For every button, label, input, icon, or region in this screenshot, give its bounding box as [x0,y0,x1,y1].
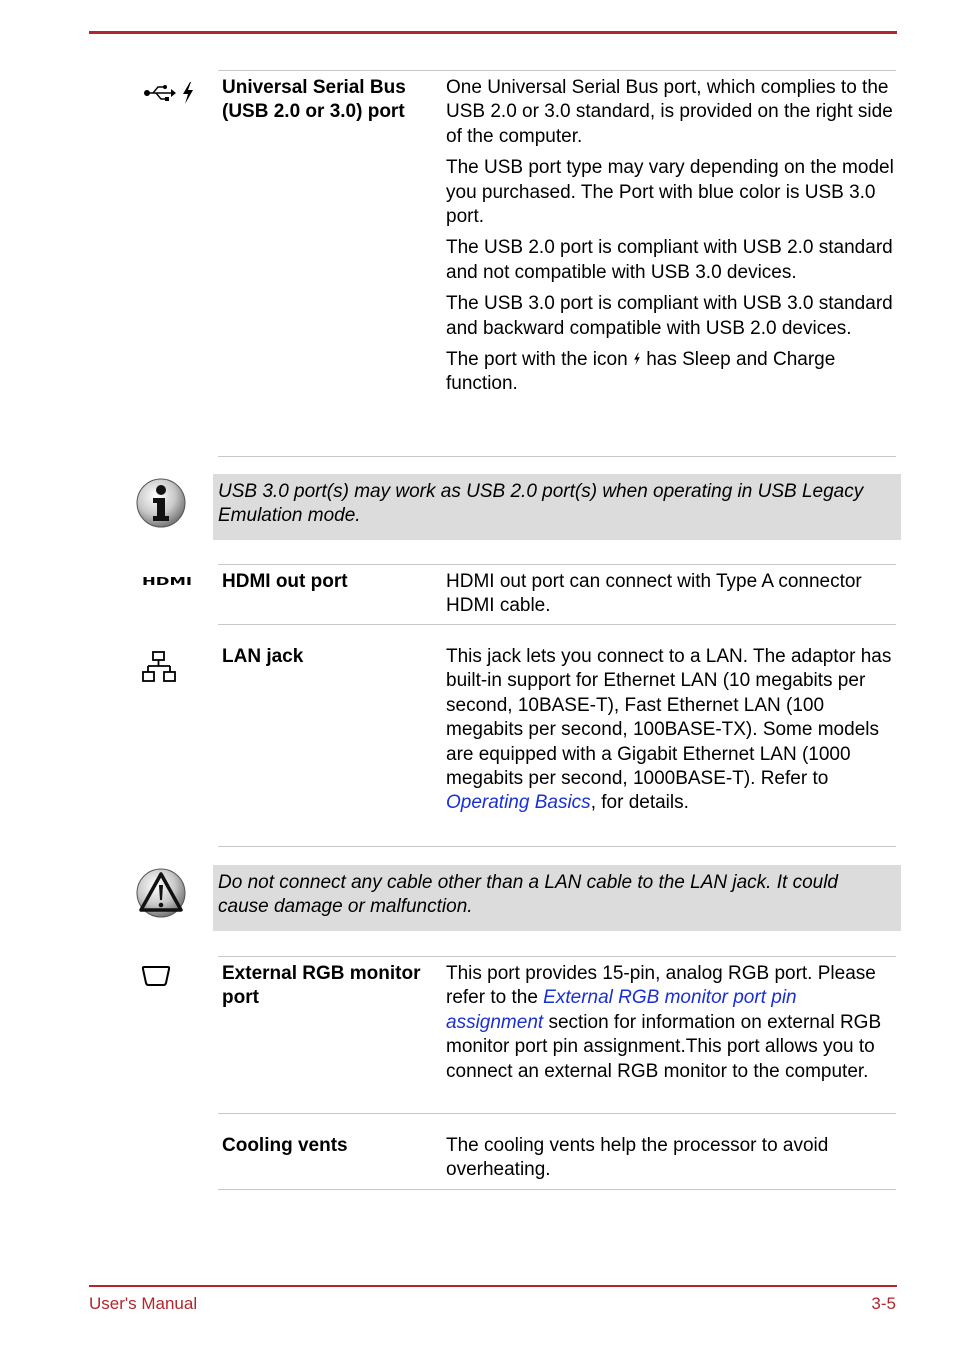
lan-note [213,865,901,931]
usb-icon [143,82,177,104]
usb-paragraph: The USB 3.0 port is compliant with USB 3.0 standard and backward compatible with USB 2.0 devices. [446,293,893,339]
sleep-charge-icon [181,82,195,104]
svg-text:HDMI: HDMI [142,575,192,587]
usb-note-text: USB 3.0 port(s) may work as USB 2.0 port(s) when operating in USB Legacy Emulation mode. [218,481,864,527]
warning-icon [135,867,187,919]
vents-row [218,1113,896,1190]
page-number: 3-5 [871,1294,896,1313]
usb-paragraph: One Universal Serial Bus port, which complies to the USB 2.0 or 3.0 standard, is provided on the right side of the computer. [446,77,893,147]
vents-description: The cooling vents help the processor to avoid overheating. [446,1135,829,1181]
header-rule [89,31,897,34]
usb-p5-before: The port with the icon [446,349,628,371]
usb-term: Universal Serial Bus (USB 2.0 or 3.0) port [222,77,406,123]
sleep-charge-inline-icon [633,352,641,366]
hdmi-row [218,564,896,625]
usb-p5-after: has Sleep and Charge function. [446,349,836,395]
lan-description [446,645,896,816]
lan-desc-after: , for details. [590,792,689,814]
rgb-desc-before: This port provides 15-pin, analog RGB port. Please refer to the [446,963,876,1009]
usb-paragraph: The USB 2.0 port is compliant with USB 2.0 standard and not compatible with USB 3.0 devices. [446,237,893,283]
rgb-pin-assignment-link[interactable]: External RGB monitor port pin assignment [446,987,797,1033]
lan-term: LAN jack [222,646,304,667]
operating-basics-link[interactable]: Operating Basics [446,792,591,814]
usb-paragraph [446,348,896,397]
rgb-term: External RGB monitor port [222,963,421,1009]
footer-rule [89,1285,897,1287]
usb-paragraph: The USB port type may vary depending on the model you purchased. The Port with blue color is USB 3.0 port. [446,157,894,228]
lan-note-text: Do not connect any cable other than a LAN cable to the LAN jack. It could cause damage or malfunction. [218,872,838,918]
footer-manual-title: User's Manual [89,1294,198,1313]
rgb-row [218,956,896,1114]
rgb-description [446,962,896,1084]
lan-row [218,624,896,847]
hdmi-description: HDMI out port can connect with Type A connector HDMI cable. [446,571,862,617]
hdmi-icon [142,575,194,587]
hdmi-term: HDMI out port [222,571,348,592]
usb-row [218,70,896,457]
info-icon [135,477,187,529]
lan-icon [141,651,177,683]
usb-note [213,474,901,540]
rgb-desc-after: section for information on external RGB monitor port pin assignment.This port allows you to connect an external RGB monitor to the computer. [446,1011,882,1082]
usb-description [446,76,896,404]
vents-term: Cooling vents [222,1135,348,1156]
lan-desc-before: This jack lets you connect to a LAN. The adaptor has built-in support for Ethernet LAN (10 megabits per second, 10BASE-T), Fast Ethernet LAN (100 megabits per second, 100BASE-TX). Some models are equipped with a Gigabit Ethernet LAN (1000 megabits per second, 1000BASE-T). Refer to [446,646,892,790]
rgb-port-icon [141,965,171,987]
